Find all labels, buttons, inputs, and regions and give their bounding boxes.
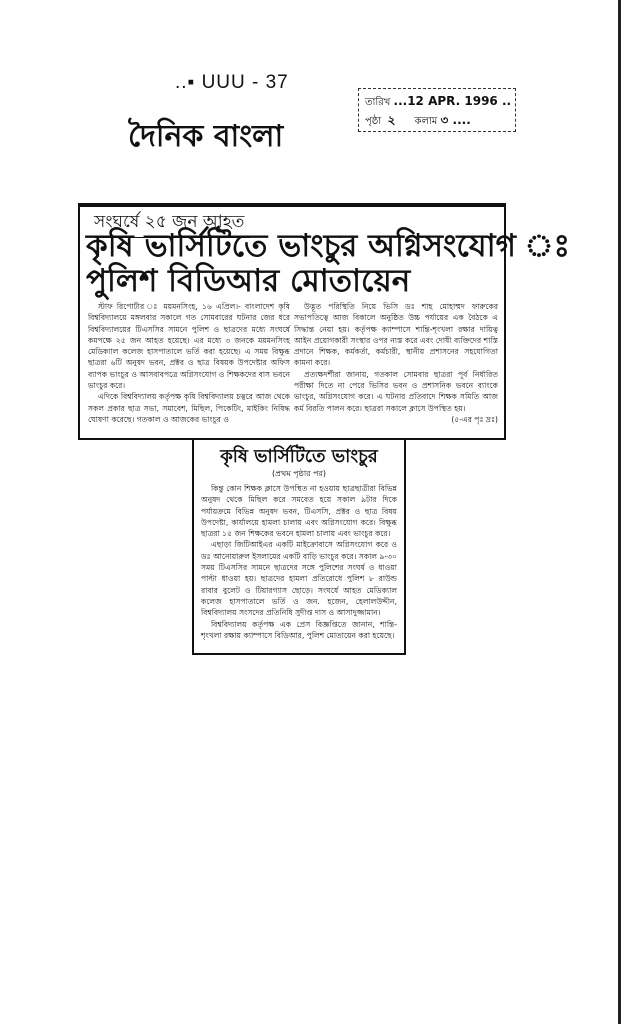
article-main bbox=[78, 203, 571, 440]
date-label: তারিখ bbox=[365, 97, 391, 108]
column-label: কলাম bbox=[414, 116, 438, 127]
headline-line-2: পুলিশ বিডিআর মোতায়েন bbox=[86, 263, 411, 299]
paragraph: প্রত্যক্ষদর্শীরা জানায়, গতকাল সোমবার ছাত্ররা পূর্ব নির্ধারিত পরীক্ষা দিতে না পেরে ভিসির ভবন ও প্রশাসনিক ভবনে ব্যাংকে ভাংচুর, অগ্নিসংযোগ করে। এ ঘটনার প্রতিবাদে শিক্ষক সমিতি আজ কর্ম বিরতি পালন করে। ছাত্ররা সকালে ক্লাসে উপস্থিত হয়। bbox=[294, 369, 498, 413]
continuation-title: কৃষি ভার্সিটিতে ভাংচুর bbox=[220, 446, 378, 467]
paragraph: এদিকে বিশ্ববিদ্যালয় কর্তৃপক্ষ কৃষি বিশ্ববিদ্যালয় চত্বরে আজ থেকে সকল প্রকার ছাত্র সভা, সমাবেশ, মিছিল, পিকেটিং, মাইকিং নিষিদ্ধ ঘোষণা করেছে। গতকাল ও আজকের ভাংচুর ও bbox=[88, 392, 290, 424]
page-label: পৃষ্ঠা bbox=[365, 116, 382, 127]
continuation-from: (প্রথম পৃষ্ঠার পর) bbox=[271, 469, 327, 478]
article-continuation bbox=[192, 440, 406, 655]
column-value: ৩ .... bbox=[440, 113, 471, 127]
paragraph: কিন্তু কোন শিক্ষক ক্লাসে উপস্থিত না হওয়ায় ছাত্রছাত্রীরা বিভিন্ন অনুষদ থেকে মিছিল করে সমবেত হয়ে সকাল ৯টার দিকে পর্যায়ক্রমে বিভিন্ন অনুষদ ভবন, টিএসসি, প্রক্টর ও ছাত্র বিষয় উপদেষ্টা, কার্যালয়ে হামলা চালায় এবং অগ্নিসংযোগ করে। বিক্ষুব্ধ ছাত্ররা ১৫ জন শিক্ষকের ভবনে হামলা চালায় এবং ভাংচুর করে। bbox=[201, 484, 397, 539]
headline-line-1: কৃষি ভার্সিটিতে ভাংচুর অগ্নিসংযোগ ঃ bbox=[86, 228, 571, 264]
reference-number: ..▪ UUU - 37 bbox=[175, 72, 289, 93]
article-kicker: সংঘর্ষে ২৫ জন আহত bbox=[94, 209, 250, 238]
paragraph: এছাড়া জিটিআইএর একটি মাইক্রোবাসে অগ্নিসংযোগ করে ও ডঃ আনোয়ারুল ইসলামের একটি বাড়ি ভাংচুর করে। সকাল ৯-৩০ সময় টিএসসির সামনে ছাত্রদের সঙ্গে পুলিশের সংঘর্ষ ও ধাওয়া পাল্টা ধাওয়া হয়। ছাত্রদের হামলা প্রতিরোধে পুলিশ ৮ রাউন্ড রাবার বুলেট ও টিয়ারগ্যাস ছোড়ে। সংঘর্ষে আহত মেডিক্যাল কলেজ হাসপাতালে ভর্তি ও জন. হজেন, হেলালউদ্দীন, বিশ্ববিদ্যালয় সংসদের প্রতিনিধি সুদীপ্ত দাস ও আসাদুজ্জামান। bbox=[201, 540, 397, 618]
article-headline bbox=[86, 229, 570, 299]
article-left-column bbox=[88, 301, 290, 425]
date-value: ...12 APR. 1996 .. bbox=[393, 94, 512, 108]
article-right-column bbox=[294, 301, 498, 425]
date-stamp bbox=[358, 88, 516, 132]
paragraph: উদ্ভূত পরিস্থিতি নিয়ে ভিসি ডঃ শাহ মোহাম্মদ ফারুকের সভাপতিত্বে আজ বিকালে অনুষ্ঠিত উচ্চ পর্যায়ের এক বৈঠকে এ সিদ্ধান্ত নেয়া হয়। কর্তৃপক্ষ ক্যাম্পাসে শান্তি-শৃংখলা রক্ষার দায়িত্ব আইন প্রয়োগকারী সংস্থার ওপর ন্যস্ত করে এবং দোষী ব্যক্তিদের শাস্তি প্রদানে শিক্ষক, কর্মকর্তা, কর্মচারী, স্থানীয় প্রশাসনের সহযোগিতা কামনা করে। bbox=[294, 302, 498, 368]
paragraph: স্টাফ রিপোর্টার ঃ ময়মনসিংহ, ১৬ এপ্রিল।- বাংলাদেশ কৃষি বিশ্ববিদ্যালয়ে মঙ্গলবার সকালে গত সোমবারের ঘটনার জের ধরে বিশ্ববিদ্যালয়ের টিএসসির সামনে পুলিশ ও ছাত্রদের মধ্যে সংঘর্ষে কমপক্ষে ২৫ জন আহত হয়েছে। এর মধ্যে ৩ জনকে ময়মনসিংহ মেডিক্যাল কলেজ হাসপাতালে ভর্তি করা হয়েছে। এ সময় বিক্ষুব্ধ ছাত্ররা ৬টি অনুষদ ভবন, প্রক্টর ও ছাত্র বিষয়ক উপদেষ্টার অফিস ব্যাপক ভাংচুর ও আসবাবপত্রে অগ্নিসংযোগ ও শিক্ষকদের বাস ভবনে ভাংচুর করে। bbox=[88, 302, 290, 391]
newspaper-masthead: দৈনিক বাংলা bbox=[128, 119, 284, 154]
page-value: ২ bbox=[387, 113, 396, 127]
continued-note: (৫-এর পৃঃ দ্রঃ) bbox=[451, 414, 498, 424]
scan-edge bbox=[618, 0, 621, 1024]
paragraph: বিশ্ববিদ্যালয় কর্তৃপক্ষ এক প্রেস বিজ্ঞপ্তিতে জানান, শান্তি-শৃংখলা রক্ষায় ক্যাম্পাসে বিডিআর, পুলিশ মোতায়েন করা হয়েছে। bbox=[201, 619, 397, 640]
